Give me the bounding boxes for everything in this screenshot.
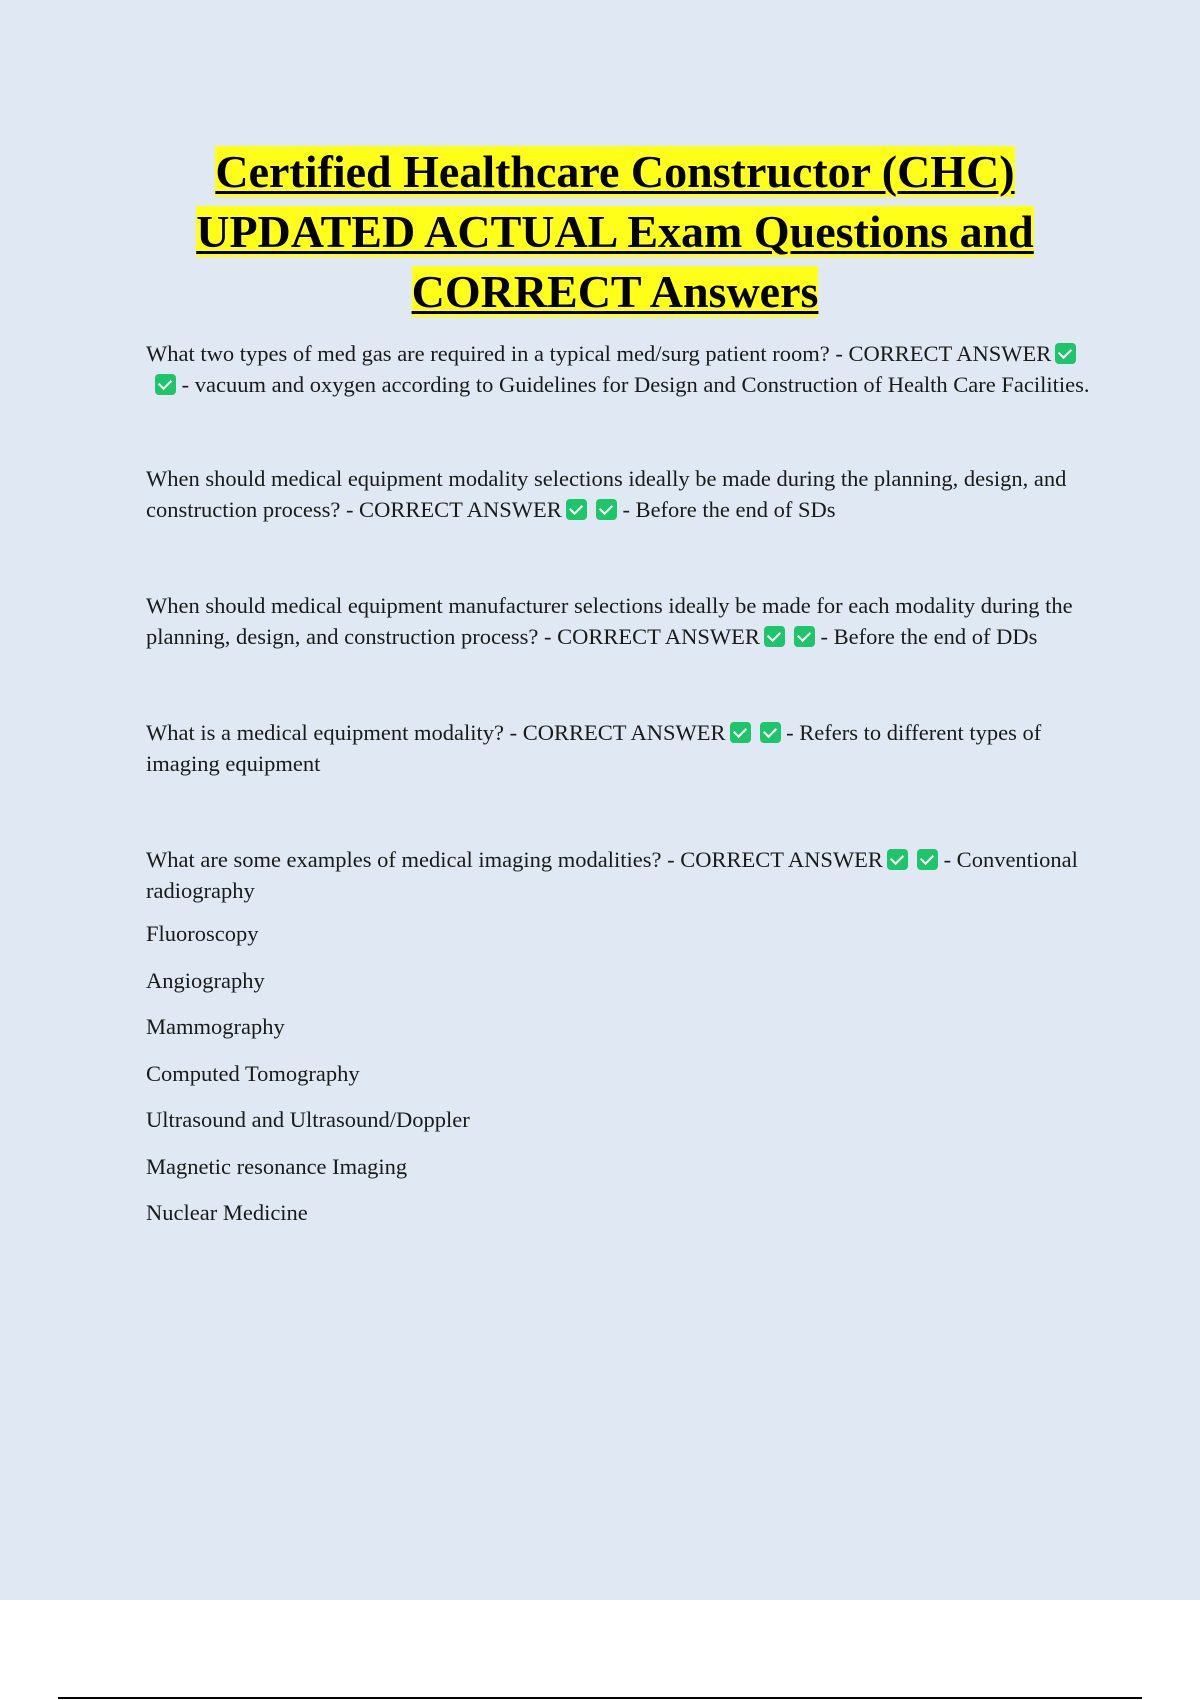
check-icon [155, 374, 176, 395]
list-item: Nuclear Medicine [146, 1200, 308, 1225]
answer-text: - Conventional radiography [146, 847, 1078, 903]
list-item: Ultrasound and Ultrasound/Doppler [146, 1107, 470, 1132]
qa-item [146, 338, 1096, 400]
check-icon [794, 626, 815, 647]
title-line-3: CORRECT Answers [411, 266, 819, 317]
question-text: What two types of med gas are required in a typical med/surg patient room? - CORRECT ANSWER [146, 341, 1052, 366]
answer-text: - Before the end of DDs [820, 624, 1038, 649]
list-item: Angiography [146, 967, 265, 993]
list-item: Fluoroscopy [146, 921, 259, 946]
question-text: When should medical equipment manufacturer selections ideally be made for each modality during the planning, design, and construction process? - CORRECT ANSWER [146, 593, 1073, 649]
check-icon [566, 499, 587, 520]
document-title [110, 142, 1120, 322]
answer-text: - vacuum and oxygen according to Guidelines for Design and Construction of Health Care Facilities. [181, 372, 1090, 397]
title-line-2: UPDATED ACTUAL Exam Questions and [196, 206, 1034, 257]
answer-text: - Before the end of SDs [622, 497, 836, 522]
list-item: Mammography [146, 1014, 285, 1039]
question-text: What is a medical equipment modality? - CORRECT ANSWER [146, 720, 726, 745]
check-icon [917, 849, 938, 870]
check-icon [887, 849, 908, 870]
check-icon [596, 499, 617, 520]
qa-item [146, 717, 1096, 779]
qa-content [146, 338, 1096, 1244]
check-icon [1055, 343, 1076, 364]
qa-item [146, 844, 1096, 1228]
check-icon [730, 722, 751, 743]
answer-text: - Refers to different types of imaging equipment [146, 720, 1042, 776]
check-icon [760, 722, 781, 743]
check-icon [764, 626, 785, 647]
footer-divider [58, 1697, 1142, 1699]
qa-item [146, 590, 1096, 652]
list-item: Magnetic resonance Imaging [146, 1153, 408, 1179]
question-text: What are some examples of medical imaging modalities? - CORRECT ANSWER [146, 847, 883, 872]
list-item: Computed Tomography [146, 1060, 360, 1086]
title-line-1: Certified Healthcare Constructor (CHC) [215, 146, 1015, 197]
qa-item [146, 463, 1096, 525]
question-text: When should medical equipment modality selections ideally be made during the planning, design, and construction process? - CORRECT ANSWER [146, 466, 1067, 522]
modality-list [146, 918, 1096, 1228]
